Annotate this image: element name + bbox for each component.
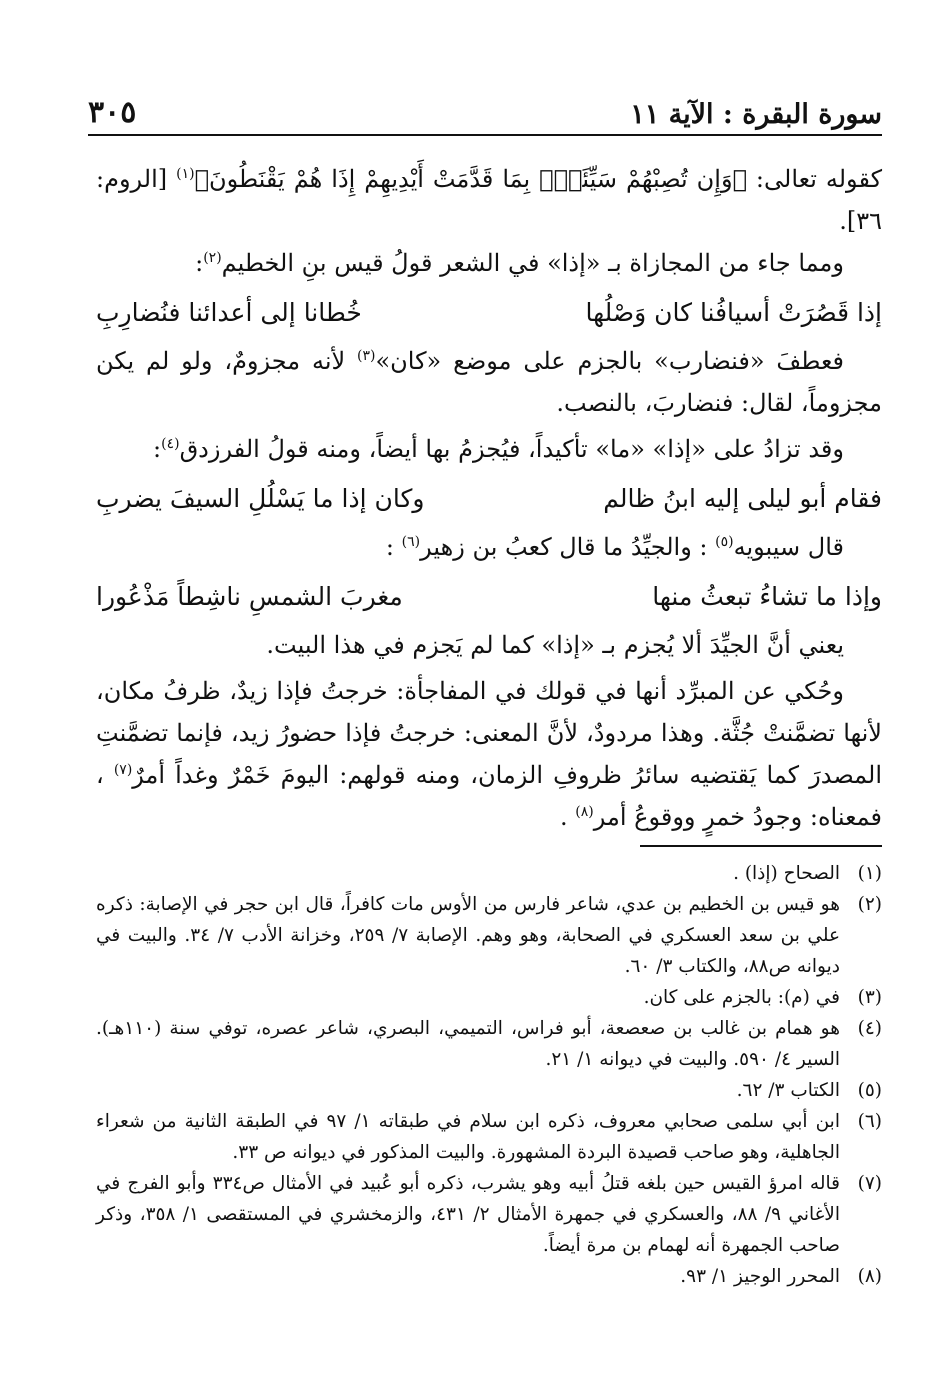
paragraph-6: يعني أنَّ الجيِّدَ ألا يُجزم بـ «إذا» كما لم يَجزم في هذا البيت. — [266, 631, 844, 659]
paragraph-3-end: لأنه مجزومٌ، ولو لم يكن مجزوماً، لقال: فنضاربَ، بالنصب. — [96, 347, 882, 417]
footnote-number: (٧) — [857, 1173, 882, 1194]
paragraph-4-end: : — [153, 435, 162, 463]
footnote-divider — [640, 845, 882, 847]
paragraph-2 — [96, 242, 882, 284]
footnote-item — [96, 858, 882, 889]
paragraph-7-end: . — [560, 803, 576, 831]
paragraph-3-text: فعطفَ «فنضارب» بالجزم على موضع «كان» — [375, 347, 844, 375]
verse-2-second-hemistich: وكان إذا ما يَسْلُلِ السيفَ يضربِ — [96, 484, 425, 513]
paragraph-3 — [96, 340, 882, 424]
paragraph-5-mid: : والجيِّدُ ما قال كعبُ بن زهير — [420, 533, 716, 561]
footnote-text: المحرر الوجيز ١/ ٩٣. — [680, 1266, 840, 1287]
verse-1-second-hemistich: خُطانا إلى أعدائنا فنُضارِبِ — [96, 298, 362, 327]
footnote-ref-2: (٢) — [203, 250, 222, 266]
footnote-number: (٥) — [857, 1080, 882, 1101]
main-text — [96, 158, 882, 838]
paragraph-2-text: ومما جاء من المجازاة بـ «إذا» في الشعر قولُ قيس بنِ الخطيم — [221, 249, 844, 277]
paragraph-4-text: وقد تزادُ على «إذا» «ما» تأكيداً، فيُجزمُ بها أيضاً، ومنه قولُ الفرزدق — [179, 435, 844, 463]
footnote-item — [96, 889, 882, 982]
paragraph-5 — [96, 526, 882, 568]
footnote-item — [96, 1075, 882, 1106]
paragraph-4 — [96, 428, 882, 470]
footnote-ref-7: (٧) — [113, 762, 133, 778]
paragraph-7-mid: ، فمعناه: وجودُ خمرٍ ووقوعُ أمر — [96, 761, 882, 831]
verse-3-second-hemistich: مغربَ الشمسِ ناشِطاً مَذْعُورا — [96, 582, 403, 611]
footnote-item — [96, 1261, 882, 1292]
footnote-ref-6: (٦) — [401, 534, 421, 550]
page-number: ٣٠٥ — [88, 95, 137, 130]
paragraph-5-text: قال سيبويه — [733, 533, 844, 561]
page-header — [88, 84, 882, 136]
footnote-number: (٤) — [857, 1018, 882, 1039]
footnote-number: (٣) — [857, 987, 882, 1008]
footnote-number: (٨) — [857, 1266, 882, 1287]
verse-3 — [96, 574, 882, 620]
footnote-item — [96, 1106, 882, 1168]
paragraph-7 — [96, 670, 882, 838]
quran-quote: كقوله تعالى: ﴿وَإِن تُصِبْهُمْ سَيِّئَةٌۢ بِمَا قَدَّمَتْ أَيْدِيهِمْ إِذَا هُمْ يَقْنَطُونَ﴾ — [194, 165, 883, 193]
footnote-ref-1: (١) — [176, 166, 195, 182]
footnote-number: (١) — [857, 863, 882, 884]
paragraph-1 — [96, 158, 882, 242]
footnote-ref-4: (٤) — [161, 436, 180, 452]
footnote-text: قاله امرؤ القيس حين بلغه قتلُ أبيه وهو يشرب، ذكره أبو عُبيد في الأمثال ص٣٣٤ وأبو الفرج في الأغاني ٩/ ٨٨، والعسكري في جمهرة الأمثال ٢/ ٤٣١، والزمخشري في المستقصى ١/ ٣٥٨، وذكر صاحب الجمهرة أنه لهمام بن مرة أيضاً. — [96, 1173, 840, 1256]
footnote-text: هو همام بن غالب بن صعصعة، أبو فراس، التميمي، البصري، شاعر عصره، توفي سنة (١١٠هـ). السير ٤/ ٥٩٠. والبيت في ديوانه ١/ ٢١. — [96, 1018, 840, 1070]
footnote-item — [96, 1168, 882, 1261]
footnotes — [96, 858, 882, 1292]
footnote-text: ابن أبي سلمى صحابي معروف، ذكره ابن سلام في طبقاته ١/ ٩٧ في الطبقة الثانية من شعراء الجاهلية، وهو صاحب قصيدة البردة المشهورة. والبيت المذكور في ديوانه ص ٣٣. — [96, 1111, 840, 1163]
quran-citation: [الروم: ٣٦]. — [96, 165, 882, 235]
verse-3-first-hemistich: وإذا ما تشاءُ تبعثُ منها — [652, 582, 882, 611]
footnote-number: (٢) — [857, 894, 882, 915]
paragraph-2-end: : — [195, 249, 204, 277]
verse-2 — [96, 476, 882, 522]
footnote-ref-8: (٨) — [575, 804, 594, 820]
paragraph-7-text: وحُكي عن المبرِّد أنها في قولك في المفاجأة: خرجتُ فإذا زيدٌ، ظرفُ مكان، لأنها تضمَّنتْ جُثَّة. وهذا مردودٌ، لأنَّ المعنى: خرجتُ فإذا حضورُ زيد، فإنما تضمَّنتِ المصدرَ كما يَقتضيه سائرُ ظروفِ الزمان، ومنه قولهم: اليومَ خَمْرٌ وغداً أمرٌ — [96, 677, 882, 789]
running-title: سورة البقرة : الآية ١١ — [630, 99, 882, 130]
footnote-text: الصحاح (إذا) . — [733, 863, 840, 884]
verse-2-first-hemistich: فقام أبو ليلى إليه ابنُ ظالم — [603, 484, 882, 513]
verse-1-first-hemistich: إذا قَصُرَتْ أسيافُنا كان وَصْلُها — [585, 298, 882, 327]
footnote-ref-3: (٣) — [357, 348, 376, 364]
footnote-text: الكتاب ٣/ ٦٢. — [736, 1080, 840, 1101]
footnote-number: (٦) — [857, 1111, 882, 1132]
footnote-item — [96, 1013, 882, 1075]
paragraph-5-end: : — [385, 533, 402, 561]
footnote-text: في (م): بالجزم على كان. — [643, 987, 840, 1008]
verse-1 — [96, 290, 882, 336]
footnote-text: هو قيس بن الخطيم بن عدي، شاعر فارس من الأوس مات كافراً، قال ابن حجر في الإصابة: ذكره علي بن سعد العسكري في الصحابة، وهو وهم. الإصابة ٧/ ٢٥٩، وخزانة الأدب ٧/ ٣٤. والبيت في ديوانه ص٨٨، والكتاب ٣/ ٦٠. — [96, 894, 841, 977]
footnote-item — [96, 982, 882, 1013]
footnote-ref-5: (٥) — [715, 534, 734, 550]
